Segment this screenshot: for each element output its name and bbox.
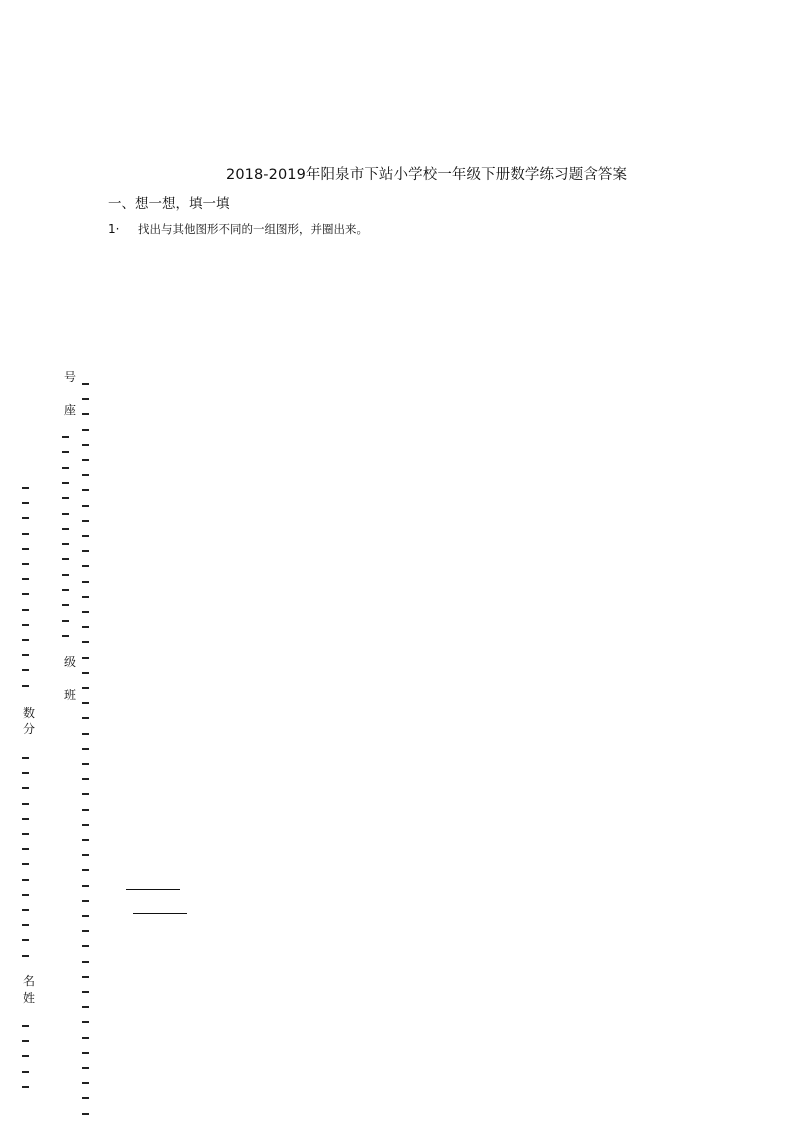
margin-dash — [22, 1040, 29, 1042]
margin-dash — [22, 502, 29, 504]
margin-dash — [62, 436, 69, 438]
margin-dash — [82, 641, 89, 643]
margin-dash — [82, 763, 89, 765]
section-heading: 一、想一想，填一填 — [108, 196, 230, 212]
margin-dash — [82, 474, 89, 476]
margin-dash — [22, 654, 29, 656]
margin-dash — [82, 429, 89, 431]
margin-dash — [82, 505, 89, 507]
margin-dash — [22, 1025, 29, 1027]
name-label-char: 姓 — [22, 991, 35, 1005]
seat-number-label-char: 号 — [63, 370, 76, 384]
margin-dash — [22, 787, 29, 789]
class-label-char: 班 — [63, 688, 76, 702]
seat-number-label-char: 座 — [63, 403, 76, 417]
question-number: 1· — [108, 222, 120, 236]
margin-dash — [82, 778, 89, 780]
margin-dash — [62, 558, 69, 560]
margin-dash — [82, 520, 89, 522]
margin-dash — [22, 487, 29, 489]
margin-dash — [22, 609, 29, 611]
margin-dash — [82, 885, 89, 887]
margin-dash — [22, 548, 29, 550]
margin-dash — [22, 578, 29, 580]
margin-dash — [22, 685, 29, 687]
class-label-char: 级 — [63, 655, 76, 669]
margin-dash — [22, 909, 29, 911]
margin-dash — [22, 848, 29, 850]
margin-dash — [82, 854, 89, 856]
margin-dash — [22, 772, 29, 774]
margin-dash — [82, 748, 89, 750]
margin-dash — [82, 1037, 89, 1039]
margin-dash — [82, 717, 89, 719]
margin-dash — [82, 672, 89, 674]
margin-dash — [82, 550, 89, 552]
answer-blank-line — [133, 913, 187, 914]
margin-dash — [82, 1006, 89, 1008]
margin-dash — [82, 945, 89, 947]
margin-dash — [82, 1097, 89, 1099]
document-title: 2018-2019年阳泉市下站小学校一年级下册数学练习题含答案 — [226, 167, 628, 183]
margin-dash — [62, 574, 69, 576]
margin-dash — [62, 451, 69, 453]
margin-dash — [22, 1055, 29, 1057]
margin-dash — [82, 398, 89, 400]
margin-dash — [22, 863, 29, 865]
name-label-char: 名 — [22, 974, 35, 988]
margin-dash — [22, 1071, 29, 1073]
answer-blank-line — [126, 889, 180, 890]
margin-dash — [82, 535, 89, 537]
margin-dash — [62, 604, 69, 606]
margin-dash — [82, 930, 89, 932]
margin-dash — [82, 1067, 89, 1069]
margin-dash — [82, 991, 89, 993]
margin-dash — [22, 803, 29, 805]
question-text: 找出与其他图形不同的一组图形，并圈出来。 — [138, 222, 368, 236]
margin-dash — [82, 961, 89, 963]
margin-dash — [82, 824, 89, 826]
margin-dash — [62, 543, 69, 545]
margin-dash — [22, 757, 29, 759]
margin-dash — [62, 589, 69, 591]
margin-dash — [82, 1052, 89, 1054]
margin-dash — [22, 624, 29, 626]
margin-dash — [22, 639, 29, 641]
margin-dash — [22, 533, 29, 535]
margin-dash — [82, 839, 89, 841]
margin-dash — [82, 1021, 89, 1023]
margin-dash — [22, 939, 29, 941]
margin-dash — [82, 565, 89, 567]
margin-dash — [82, 657, 89, 659]
margin-dash — [82, 976, 89, 978]
margin-dash — [82, 596, 89, 598]
margin-dash — [82, 702, 89, 704]
margin-dash — [22, 593, 29, 595]
margin-dash — [22, 1086, 29, 1088]
margin-dash — [82, 489, 89, 491]
margin-dash — [62, 513, 69, 515]
margin-dash — [22, 563, 29, 565]
margin-dash — [62, 482, 69, 484]
margin-dash — [82, 793, 89, 795]
margin-dash — [22, 955, 29, 957]
margin-dash — [62, 467, 69, 469]
margin-dash — [22, 669, 29, 671]
margin-dash — [62, 635, 69, 637]
margin-dash — [82, 869, 89, 871]
margin-dash — [22, 517, 29, 519]
margin-dash — [62, 528, 69, 530]
margin-dash — [22, 894, 29, 896]
margin-dash — [82, 611, 89, 613]
margin-dash — [62, 620, 69, 622]
margin-dash — [82, 915, 89, 917]
margin-dash — [82, 383, 89, 385]
margin-dash — [82, 733, 89, 735]
margin-dash — [22, 833, 29, 835]
margin-dash — [22, 924, 29, 926]
margin-dash — [82, 1113, 89, 1115]
margin-dash — [62, 497, 69, 499]
margin-dash — [22, 879, 29, 881]
margin-dash — [82, 413, 89, 415]
margin-dash — [22, 818, 29, 820]
margin-dash — [82, 626, 89, 628]
margin-dash — [82, 687, 89, 689]
margin-dash — [82, 900, 89, 902]
margin-dash — [82, 1082, 89, 1084]
margin-dash — [82, 809, 89, 811]
score-label-char: 数 — [22, 706, 35, 720]
margin-dash — [82, 459, 89, 461]
margin-dash — [82, 444, 89, 446]
margin-dash — [82, 581, 89, 583]
score-label-char: 分 — [22, 722, 35, 736]
